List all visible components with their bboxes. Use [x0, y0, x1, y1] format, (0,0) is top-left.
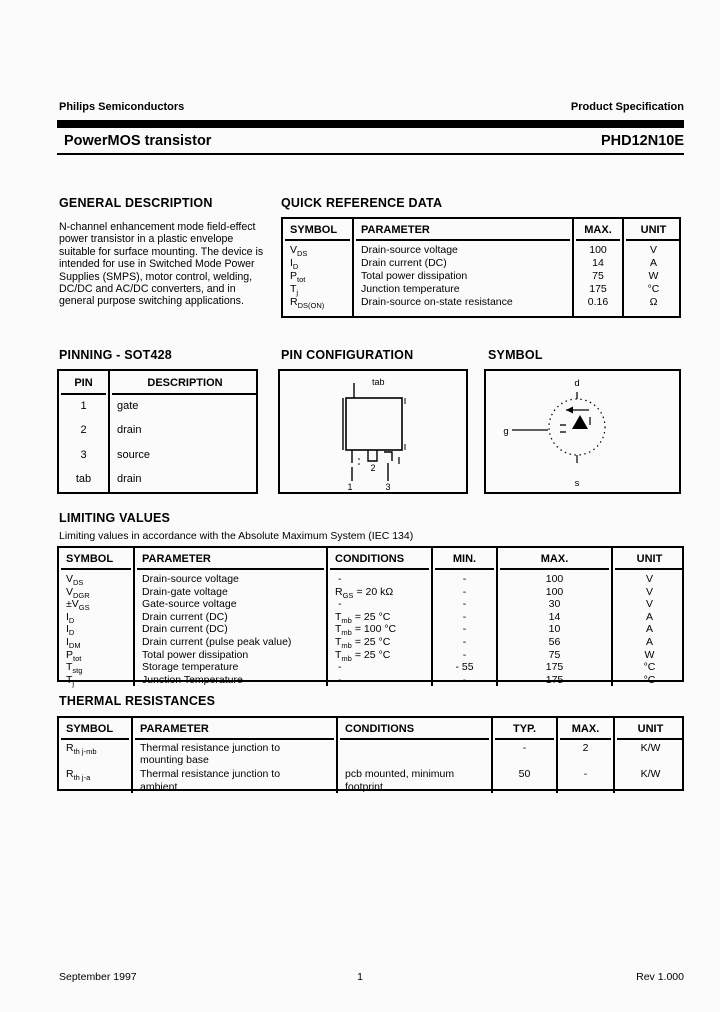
drain-label: d — [574, 378, 580, 389]
unit-cell: K/W — [614, 766, 686, 792]
symbol-cell: $R_{DS(ON)}$ — [290, 296, 325, 311]
unit-cell: K/W — [614, 740, 686, 766]
symbol-cell: $I_{DM}$ — [66, 635, 81, 651]
max-cell: 14 — [573, 257, 623, 270]
column-header-parameter: PARAMETER — [132, 718, 337, 740]
min-cell: - 55 — [432, 661, 497, 674]
min-cell: - — [432, 649, 497, 662]
min-cell: - — [432, 570, 497, 586]
unit-cell: Ω — [623, 296, 683, 309]
max-cell: 75 — [573, 270, 623, 283]
max-cell: 2 — [557, 740, 614, 766]
body-diode-triangle — [572, 415, 588, 429]
column-header-conditions: CONDITIONS — [327, 548, 432, 570]
parameter-cell: Drain current (DC) — [134, 611, 327, 624]
vendor-name: Philips Semiconductors — [59, 101, 185, 113]
min-cell: - — [432, 636, 497, 649]
symbol-cell: $T_j$ — [290, 283, 299, 298]
conditions-cell: $T_{mb} = 25$ °C — [327, 636, 432, 649]
max-cell: 100 — [497, 586, 612, 599]
min-cell: - — [432, 598, 497, 611]
table-row — [59, 444, 260, 468]
pinning-table — [57, 369, 258, 494]
mosfet-symbol-drawing — [486, 371, 679, 492]
table-header-row — [283, 219, 683, 241]
table-row — [283, 241, 683, 257]
pin-configuration-heading: PIN CONFIGURATION — [281, 348, 414, 362]
parameter-cell: Total power dissipation — [353, 270, 573, 283]
parameter-cell: Drain current (pulse peak value) — [134, 636, 327, 649]
current-arrow — [566, 407, 573, 414]
spec-type-label: Product Specification — [570, 101, 684, 113]
unit-cell: V — [623, 241, 683, 257]
title-underline — [57, 153, 684, 155]
table-row — [59, 598, 686, 611]
product-title: PowerMOS transistor — [64, 133, 212, 149]
table-row — [59, 611, 686, 624]
unit-cell: A — [612, 623, 686, 636]
max-cell: 175 — [497, 661, 612, 674]
footer-date: September 1997 — [59, 971, 137, 983]
column-header-pin: PIN — [59, 371, 109, 395]
symbol-cell: $V_{DS}$ — [290, 244, 308, 259]
part-number: PHD12N10E — [600, 133, 684, 149]
pin2-label: 2 — [370, 463, 376, 473]
symbol-heading: SYMBOL — [488, 348, 543, 362]
symbol-cell: $I_D$ — [66, 610, 75, 625]
unit-cell: °C — [612, 674, 686, 687]
unit-cell: V — [612, 570, 686, 586]
table-row — [283, 296, 683, 309]
parameter-cell: Drain-source voltage — [134, 570, 327, 586]
column-header-unit: UNIT — [614, 718, 686, 740]
table-row — [59, 570, 686, 586]
tab-label: tab — [372, 377, 385, 387]
parameter-cell: Junction temperature — [353, 283, 573, 296]
symbol-box — [484, 369, 681, 494]
parameter-cell: Total power dissipation — [134, 649, 327, 662]
symbol-cell: $I_D$ — [290, 257, 299, 272]
column-header-conditions: CONDITIONS — [337, 718, 492, 740]
symbol-cell: $R_{th j-a}$ — [66, 768, 91, 783]
pin-configuration-drawing — [280, 371, 466, 492]
conditions-cell: - — [327, 674, 432, 687]
max-cell: 175 — [497, 674, 612, 687]
limiting-values-subtitle: Limiting values in accordance with the Absolute Maximum System (IEC 134) — [59, 530, 414, 542]
pin2-lead — [368, 450, 377, 461]
max-cell: 175 — [573, 283, 623, 296]
min-cell: - — [432, 586, 497, 599]
table-row — [59, 636, 686, 649]
table-row — [59, 468, 260, 492]
column-header-min: MIN. — [432, 548, 497, 570]
description-cell: drain — [109, 419, 260, 443]
gate-label: g — [503, 426, 509, 437]
table-row — [283, 257, 683, 270]
column-header-unit: UNIT — [612, 548, 686, 570]
table-header-row — [59, 548, 686, 570]
column-header-unit: UNIT — [623, 219, 683, 241]
quick-reference-heading: QUICK REFERENCE DATA — [281, 196, 443, 210]
conditions-cell: $T_{mb} = 100$ °C — [327, 623, 432, 636]
symbol-cell: $P_{tot}$ — [290, 270, 306, 285]
symbol-cell: $V_{DGR}$ — [66, 585, 90, 600]
header-divider-bar — [57, 120, 684, 128]
typ-cell: - — [492, 740, 557, 766]
footer-revision: Rev 1.000 — [636, 971, 684, 983]
pin3-label: 3 — [385, 482, 391, 492]
column-header-parameter: PARAMETER — [353, 219, 573, 241]
thermal-resistances-heading: THERMAL RESISTANCES — [59, 694, 216, 708]
min-cell: - — [432, 611, 497, 624]
conditions-cell: - — [327, 598, 432, 611]
parameter-cell: Drain current (DC) — [134, 623, 327, 636]
source-label: s — [574, 478, 580, 489]
max-cell: 100 — [573, 241, 623, 257]
limiting-values-heading: LIMITING VALUES — [59, 511, 171, 525]
table-row — [59, 740, 686, 766]
column-header-parameter: PARAMETER — [134, 548, 327, 570]
symbol-cell: $\pm V_{GS}$ — [66, 598, 90, 613]
conditions-cell: - — [327, 661, 432, 674]
symbol-cell: $P_{tot}$ — [66, 648, 82, 663]
symbol-cell: $I_D$ — [66, 623, 75, 638]
pin-cell: 1 — [80, 400, 87, 412]
column-header-symbol: SYMBOL — [59, 718, 132, 740]
table-row — [59, 395, 260, 419]
description-cell: source — [109, 444, 260, 468]
max-cell: - — [557, 766, 614, 792]
column-header-max: MAX. — [573, 219, 623, 241]
quick-reference-table — [281, 217, 681, 318]
column-header-max: MAX. — [497, 548, 612, 570]
table-header-row — [59, 718, 686, 740]
unit-cell: V — [612, 598, 686, 611]
max-cell: 75 — [497, 649, 612, 662]
conditions-cell: pcb mounted, minimum footprint — [337, 766, 492, 792]
footer-page-number: 1 — [357, 971, 363, 983]
unit-cell: A — [623, 257, 683, 270]
unit-cell: °C — [612, 661, 686, 674]
max-cell: 30 — [497, 598, 612, 611]
table-row — [59, 586, 686, 599]
max-cell: 56 — [497, 636, 612, 649]
column-header-max: MAX. — [557, 718, 614, 740]
description-cell: gate — [109, 395, 260, 419]
column-header-symbol: SYMBOL — [283, 219, 353, 241]
parameter-cell: Drain-gate voltage — [134, 586, 327, 599]
table-row — [59, 661, 686, 674]
table-row — [59, 623, 686, 636]
table-row — [283, 283, 683, 296]
unit-cell: °C — [623, 283, 683, 296]
pin1-label: 1 — [347, 482, 353, 492]
unit-cell: A — [612, 636, 686, 649]
parameter-cell: Drain-source on-state resistance — [353, 296, 573, 309]
column-header-typ: TYP. — [492, 718, 557, 740]
parameter-cell: Gate-source voltage — [134, 598, 327, 611]
typ-cell: 50 — [492, 766, 557, 792]
symbol-cell: $V_{DS}$ — [66, 573, 84, 588]
table-row — [59, 674, 686, 687]
max-cell: 0.16 — [573, 296, 623, 309]
conditions-cell: $T_{mb} = 25$ °C — [327, 611, 432, 624]
max-cell: 14 — [497, 611, 612, 624]
general-description-heading: GENERAL DESCRIPTION — [59, 196, 213, 210]
conditions-cell: - — [327, 570, 432, 586]
unit-cell: A — [612, 611, 686, 624]
parameter-cell: Thermal resistance junction to ambient — [132, 766, 337, 792]
unit-cell: V — [612, 586, 686, 599]
parameter-cell: Junction Temperature — [134, 674, 327, 687]
table-row — [59, 649, 686, 662]
parameter-cell: Drain-source voltage — [353, 241, 573, 257]
pin-cell: tab — [75, 472, 92, 485]
symbol-cell: $R_{th j-mb}$ — [66, 742, 97, 757]
column-header-symbol: SYMBOL — [59, 548, 134, 570]
max-cell: 10 — [497, 623, 612, 636]
package-body-outline — [346, 398, 402, 450]
limiting-values-table — [57, 546, 684, 688]
table-row — [59, 419, 260, 443]
unit-cell: W — [623, 270, 683, 283]
pin-mark — [358, 463, 360, 465]
min-cell: - — [432, 674, 497, 687]
thermal-resistances-table — [57, 716, 684, 791]
parameter-cell: Thermal resistance junction to mounting base — [132, 740, 337, 766]
min-cell: - — [432, 623, 497, 636]
pin-mark — [358, 458, 360, 460]
column-header-description: DESCRIPTION — [109, 371, 260, 395]
pin-configuration-box — [278, 369, 468, 494]
pin3-bracket — [384, 452, 392, 461]
conditions-cell — [337, 740, 492, 766]
conditions-cell: $T_{mb} = 25$ °C — [327, 649, 432, 662]
pin-cell: 3 — [80, 448, 87, 461]
pin-cell: 2 — [80, 424, 87, 437]
symbol-cell: $T_j$ — [66, 673, 75, 688]
table-row — [59, 766, 686, 792]
general-description-text: N-channel enhancement mode field-effect power transistor in a plastic envelope suitable for surface mounting. The device is intended for use in Switched Mode Power Supplies (SMPS), motor control, welding, DC/DC and AC/DC converters, and in general purpose switching applications. — [59, 221, 264, 308]
pinning-heading: PINNING - SOT428 — [59, 348, 172, 362]
table-row — [283, 270, 683, 283]
conditions-cell: $R_{GS} = 20$ kΩ — [327, 586, 432, 599]
parameter-cell: Drain current (DC) — [353, 257, 573, 270]
description-cell: drain — [109, 468, 260, 492]
max-cell: 100 — [497, 570, 612, 586]
table-header-row — [59, 371, 260, 395]
unit-cell: W — [612, 649, 686, 662]
symbol-cell: $T_{stg}$ — [66, 661, 83, 676]
parameter-cell: Storage temperature — [134, 661, 327, 674]
table-filler-row — [283, 309, 683, 316]
